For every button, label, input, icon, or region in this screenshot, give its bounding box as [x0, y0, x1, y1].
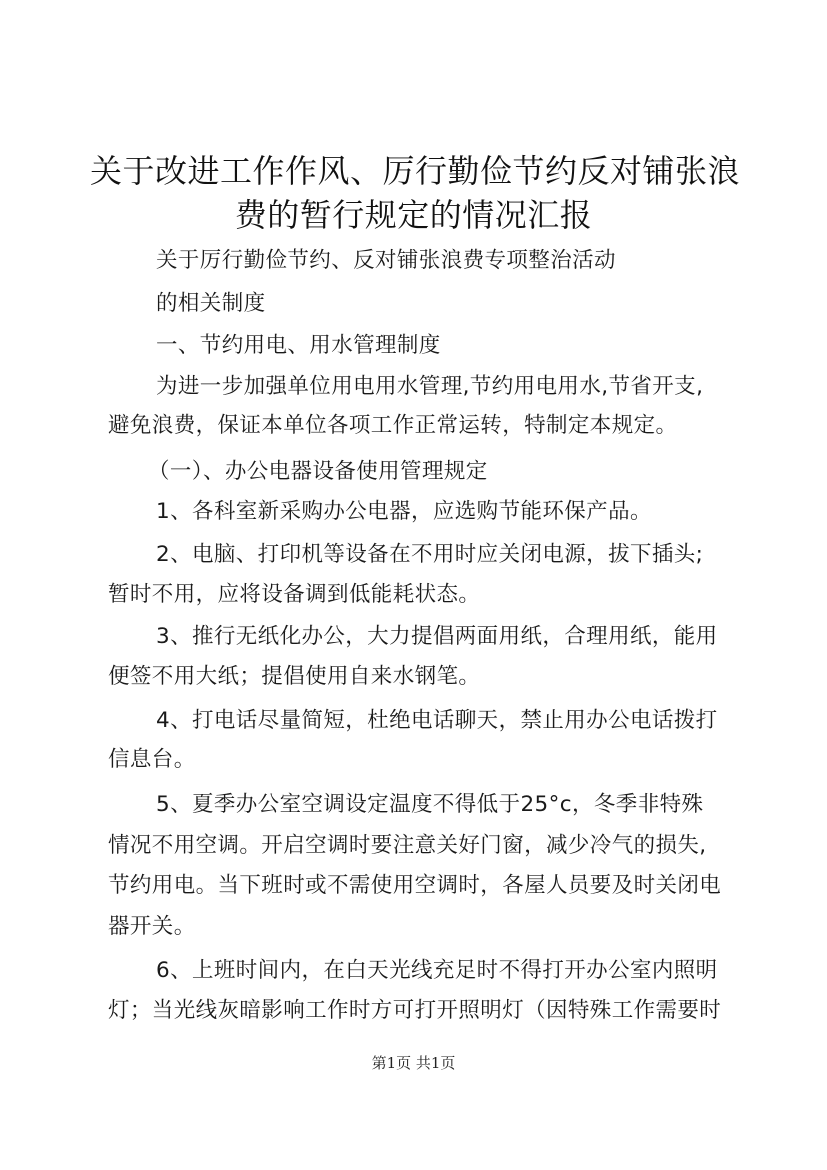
- document-title-line-2: 费的暂行规定的情况汇报: [234, 196, 593, 234]
- body-line: 情况不用空调。开启空调时要注意关好门窗，减少冷气的损失,: [108, 833, 707, 858]
- body-line: 灯；当光线灰暗影响工作时方可打开照明灯（因特殊工作需要时: [108, 998, 722, 1023]
- body-line: 4、打电话尽量简短，杜绝电话聊天，禁止用办公电话拨打: [156, 708, 718, 733]
- body-line: 1、各科室新采购办公电器，应选购节能环保产品。: [156, 499, 652, 524]
- section-heading: 一、节约用电、用水管理制度: [156, 333, 441, 358]
- body-line: 避免浪费，保证本单位各项工作正常运转，特制定本规定。: [108, 413, 678, 438]
- body-line: 的相关制度: [156, 291, 266, 316]
- body-line: 关于厉行勤俭节约、反对铺张浪费专项整治活动: [156, 248, 616, 273]
- body-line: 5、夏季办公室空调设定温度不得低于25°c，冬季非特殊: [156, 792, 704, 817]
- body-line: 便签不用大纸；提倡使用自来水钢笔。: [108, 664, 481, 689]
- subsection-heading: （一）、办公电器设备使用管理规定: [148, 459, 488, 484]
- body-line: 6、上班时间内，在白天光线充足时不得打开办公室内照明: [156, 958, 718, 983]
- page-number-footer: 第1页 共1页: [371, 1054, 456, 1072]
- body-line: 节约用电。当下班时或不需使用空调时，各屋人员要及时关闭电: [108, 873, 722, 898]
- body-line: 器开关。: [108, 914, 196, 939]
- body-line: 信息台。: [108, 747, 196, 772]
- body-line: 3、推行无纸化办公，大力提倡两面用纸，合理用纸，能用: [156, 624, 718, 649]
- document-title-line-1: 关于改进工作作风、厉行勤俭节约反对铺张浪: [90, 152, 741, 190]
- body-line: 为进一步加强单位用电用水管理,节约用电用水,节省开支,: [156, 374, 704, 399]
- body-line: 2、电脑、打印机等设备在不用时应关闭电源，拔下插头;: [156, 542, 704, 567]
- body-line: 暂时不用，应将设备调到低能耗状态。: [108, 582, 481, 607]
